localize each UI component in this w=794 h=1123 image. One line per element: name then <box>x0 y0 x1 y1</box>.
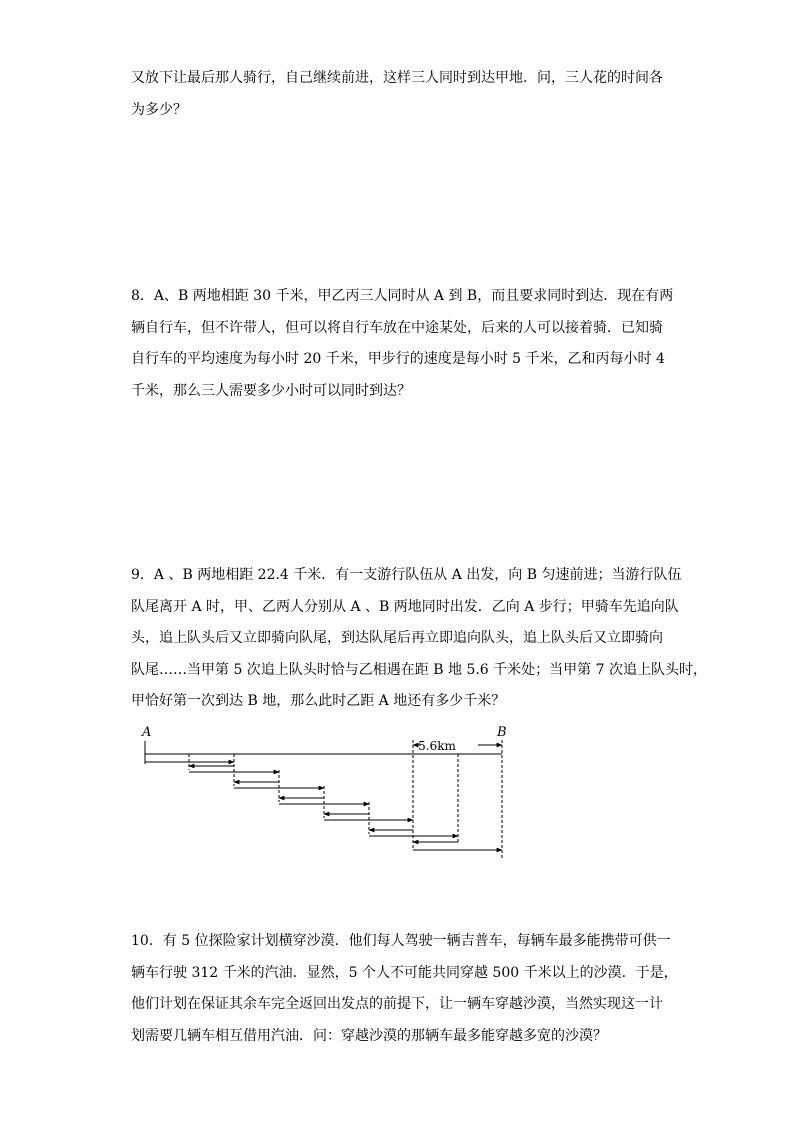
problem-10 <box>131 926 678 1052</box>
text-line: 辆自行车，但不许带人，但可以将自行车放在中途某处，后来的人可以接着骑．已知骑 <box>131 319 663 336</box>
text-line: 甲恰好第一次到达 B 地，那么此时乙距 A 地还有多少千米？ <box>131 693 506 709</box>
text-line: 自行车的平均速度为每小时 20 千米，甲步行的速度是每小时 5 千米，乙和丙每小时 4 <box>131 351 665 367</box>
distance-label: 5.6km <box>418 739 456 753</box>
text-line: 辆车行驶 312 千米的汽油．显然，5 个人不可能共同穿越 500 千米以上的沙漠．于是， <box>131 964 678 981</box>
text-line: 又放下让最后那人骑行，自己继续前进，这样三人同时到达甲地．问，三人花的时间各 <box>131 70 663 86</box>
label-a: A <box>142 725 152 740</box>
text-line: 为多少？ <box>131 101 187 118</box>
text-line: 队尾离开 A 时，甲、乙两人分别从 A 、B 两地同时出发．乙向 A 步行；甲骑车先追向队 <box>131 598 679 615</box>
text-line: 9．A 、B 两地相距 22.4 千米．有一支游行队伍从 A 出发，向 B 匀速前进；当游行队伍 <box>131 567 682 583</box>
text-line: 8．A、B 两地相距 30 千米，甲乙丙三人同时从 A 到 B，而且要求同时到达．现在有两 <box>131 288 674 304</box>
text-line: 10．有 5 位探险家计划横穿沙漠．他们每人驾驶一辆吉普车，每辆车最多能携带可供一 <box>131 933 671 949</box>
text-line: 队尾……当甲第 5 次追上队头时恰与乙相遇在距 B 地 5.6 千米处；当甲第 7 次追上队头时， <box>131 661 707 678</box>
text-line: 头，追上队头后又立即骑向队尾，到达队尾后再立即追向队头，追上队头后又立即骑向 <box>131 630 663 646</box>
label-b: B <box>497 725 507 740</box>
text-line: 他们计划在保证其余车完全返回出发点的前提下，让一辆车穿越沙漠，当然实现这一计 <box>131 996 663 1012</box>
text-line: 千米，那么三人需要多少小时可以同时到达？ <box>131 382 411 399</box>
diagram-lines <box>145 740 502 858</box>
text-line: 划需要几辆车相互借用汽油．问：穿越沙漠的那辆车最多能穿越多宽的沙漠？ <box>131 1027 607 1044</box>
